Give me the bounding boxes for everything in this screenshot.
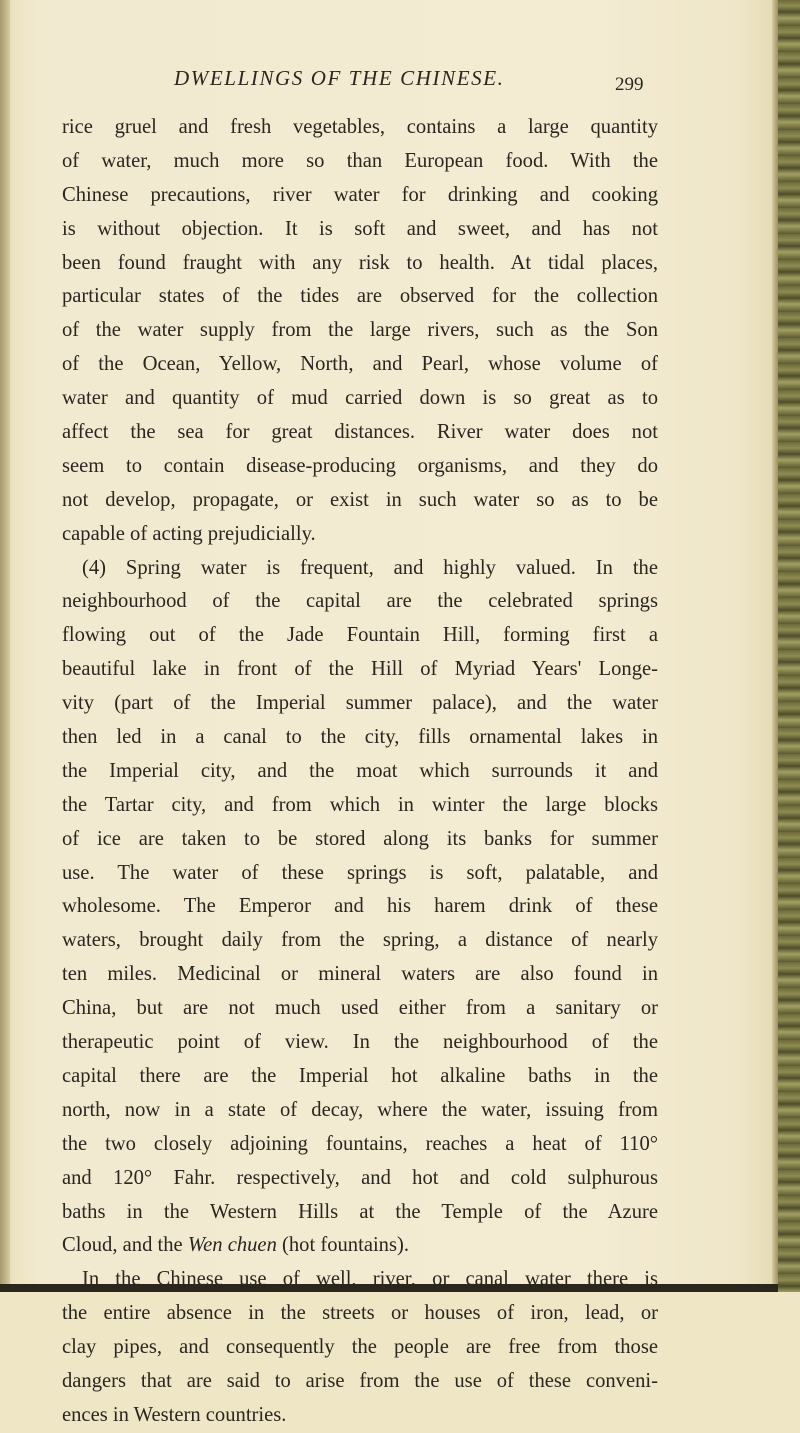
text-line: then led in a canal to the city, fills ornamental lakes in: [62, 726, 658, 749]
text-line: dangers that are said to arise from the use of these conveni-: [62, 1369, 658, 1392]
text-line: north, now in a state of decay, where the water, issuing from: [62, 1098, 658, 1121]
text-line: of the Ocean, Yellow, North, and Pearl, whose volume of: [62, 353, 658, 376]
text-span: Cloud, and the: [62, 1234, 188, 1257]
text-line: wholesome. The Emperor and his harem drink of these: [62, 895, 658, 918]
text-line: (4) Spring water is frequent, and highly valued. In the: [82, 556, 658, 579]
text-line: and 120° Fahr. respectively, and hot and cold sulphurous: [62, 1166, 658, 1189]
text-line: Chinese precautions, river water for drinking and cooking: [62, 183, 658, 206]
text-line: beautiful lake in front of the Hill of Myriad Years' Longe-: [62, 658, 658, 681]
text-span: (hot fountains).: [276, 1234, 409, 1257]
text-line: [62, 1229, 658, 1263]
text-line: neighbourhood of the capital are the celebrated springs: [62, 590, 658, 613]
italic-term: Wen chuen: [187, 1234, 277, 1257]
text-line: vity (part of the Imperial summer palace), and the water: [62, 692, 658, 715]
text-line: the two closely adjoining fountains, reaches a heat of 110°: [62, 1132, 658, 1155]
running-title: DWELLINGS OF THE CHINESE.: [174, 66, 505, 90]
text-line: been found fraught with any risk to health. At tidal places,: [62, 251, 658, 274]
body-text: [62, 111, 658, 1433]
text-line: therapeutic point of view. In the neighbourhood of the: [62, 1031, 658, 1054]
text-line: the entire absence in the streets or houses of iron, lead, or: [62, 1302, 658, 1325]
text-line: particular states of the tides are observed for the collection: [62, 285, 658, 308]
text-line: ten miles. Medicinal or mineral waters are also found in: [62, 963, 658, 986]
text-line: rice gruel and fresh vegetables, contains a large quantity: [62, 116, 658, 138]
text-line: capable of acting prejudicially.: [62, 522, 316, 545]
text-line: seem to contain disease-producing organisms, and they do: [62, 454, 658, 477]
text-line: the Imperial city, and the moat which surrounds it and: [62, 759, 658, 782]
text-line: clay pipes, and consequently the people are free from those: [62, 1336, 658, 1359]
page-number: 299: [615, 74, 644, 95]
text-line: ences in Western countries.: [62, 1403, 287, 1426]
text-line: of ice are taken to be stored along its banks for summer: [62, 827, 658, 850]
text-line: the Tartar city, and from which in winter the large blocks: [62, 793, 658, 816]
text-line: of the water supply from the large rivers, such as the Son: [62, 319, 658, 342]
page-gutter: [0, 0, 10, 1292]
text-line: not develop, propagate, or exist in such water so as to be: [62, 488, 658, 511]
text-line: capital there are the Imperial hot alkaline baths in the: [62, 1064, 658, 1087]
text-line: baths in the Western Hills at the Temple of the Azure: [62, 1200, 658, 1223]
text-line: waters, brought daily from the spring, a distance of nearly: [62, 929, 658, 952]
text-line: is without objection. It is soft and sweet, and has not: [62, 217, 658, 240]
text-line: use. The water of these springs is soft, palatable, and: [62, 861, 658, 884]
text-line: In the Chinese use of well, river, or canal water there is: [82, 1268, 658, 1291]
text-line: of water, much more so than European food. With the: [62, 149, 658, 172]
text-line: water and quantity of mud carried down is so great as to: [62, 387, 658, 410]
text-line: flowing out of the Jade Fountain Hill, forming first a: [62, 624, 658, 647]
text-line: affect the sea for great distances. River water does not: [62, 421, 658, 444]
book-binding: [778, 0, 800, 1292]
text-line: China, but are not much used either from a sanitary or: [62, 997, 658, 1020]
